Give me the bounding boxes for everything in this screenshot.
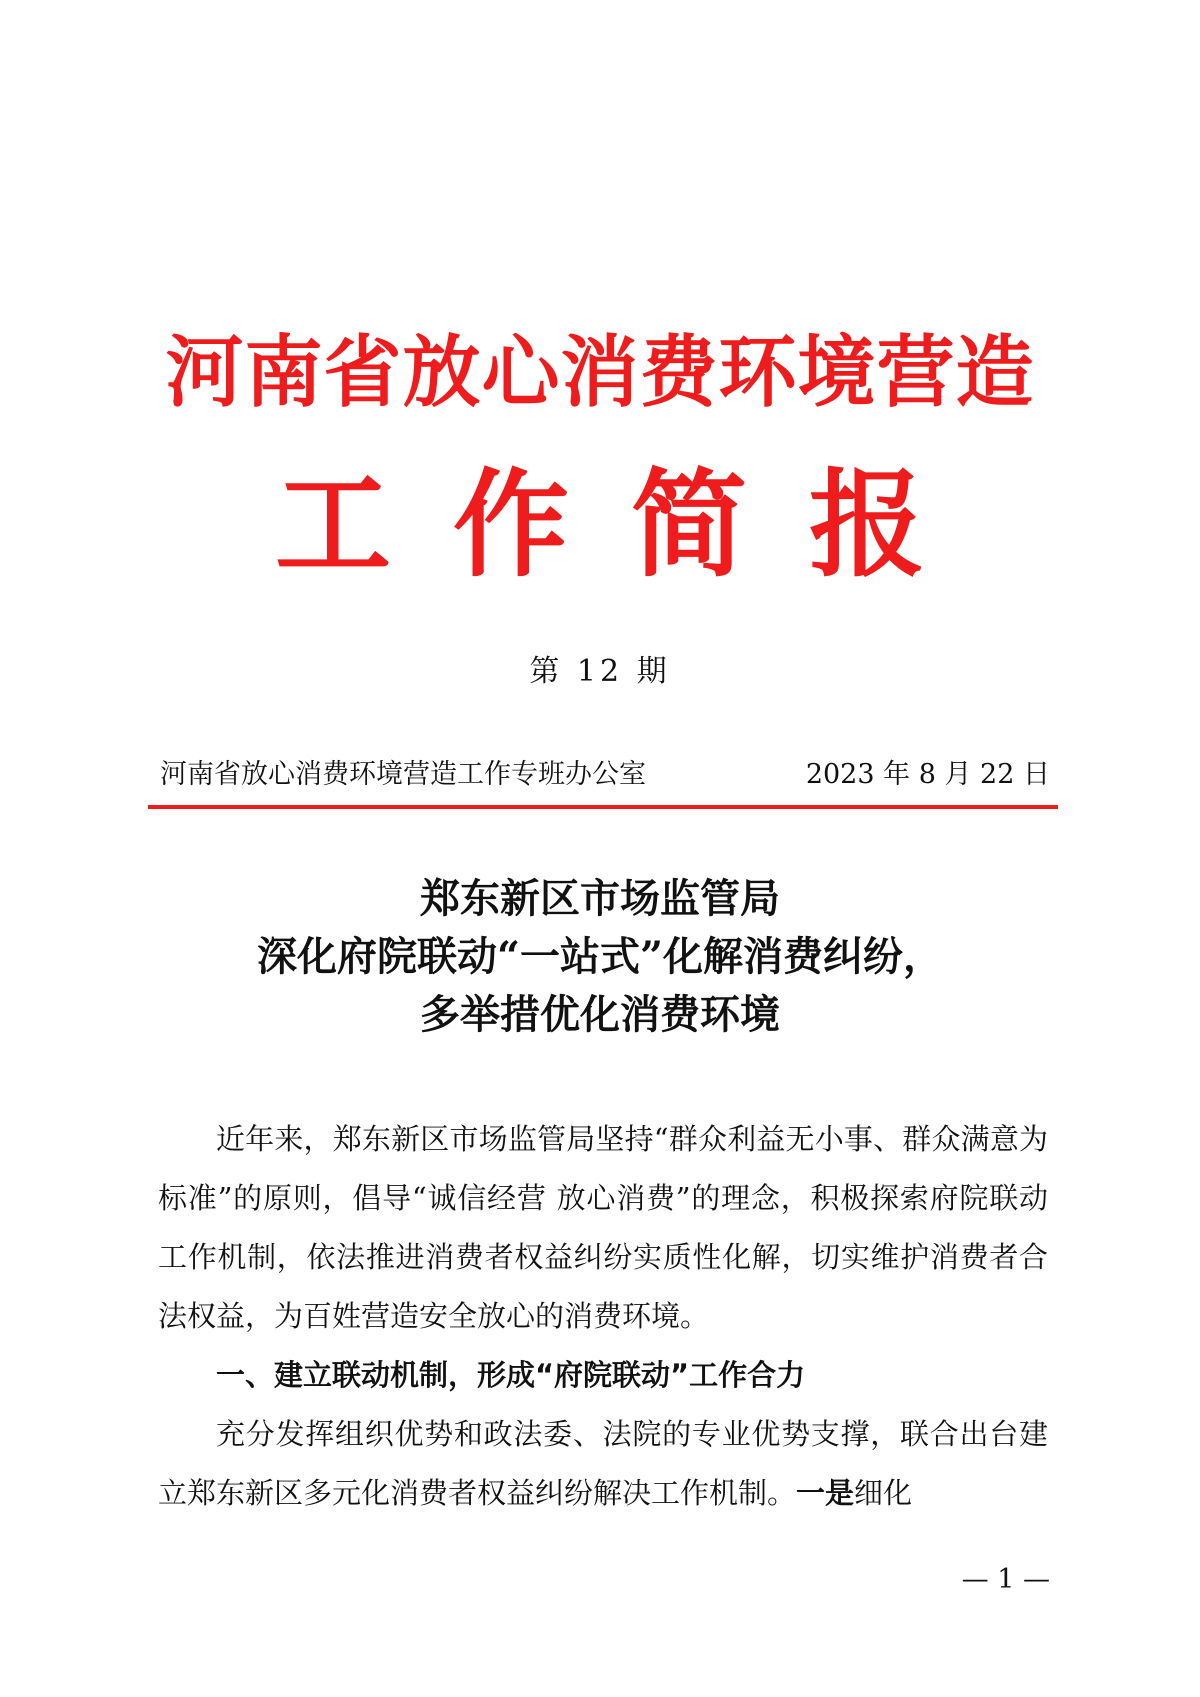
paragraph-text: 充分发挥组织优势和政法委、法院的专业优势支撑，联合出台建立郑东新区多元化消费者权益纠纷解决工作机制。 — [158, 1417, 1048, 1510]
article-title-line: 郑东新区市场监管局 — [420, 875, 780, 922]
issue-number: 第 12 期 — [529, 654, 671, 689]
article-title — [0, 870, 1200, 1044]
body-paragraph — [158, 1405, 1048, 1523]
masthead-subtitle: 工作简报 — [275, 457, 987, 593]
masthead-title: 河南省放心消费环境营造 — [165, 327, 1035, 418]
article-title-line: 多举措优化消费环境 — [420, 991, 780, 1038]
body-paragraph: 近年来，郑东新区市场监管局坚持“群众利益无小事、群众满意为标准”的原则，倡导“诚信经营 放心消费”的理念，积极探索府院联动工作机制，依法推进消费者权益纠纷实质性化解，切实维护消费者合法权益，为百姓营造安全放心的消费环境。 — [158, 1122, 1048, 1333]
section-heading: 一、建立联动机制，形成“府院联动”工作合力 — [216, 1358, 806, 1392]
issue-date: 2023 年 8 月 22 日 — [805, 759, 1050, 790]
issuer: 河南省放心消费环境营造工作专班办公室 — [160, 759, 646, 790]
red-divider — [148, 805, 1058, 809]
page-number: — 1 — — [961, 1564, 1050, 1595]
paragraph-text-tail: 细化 — [854, 1476, 913, 1510]
paragraph-bold-lead: 一是 — [796, 1476, 855, 1510]
article-title-line: 深化府院联动“一站式”化解消费纠纷， — [256, 933, 943, 980]
article-body — [158, 1110, 1048, 1523]
